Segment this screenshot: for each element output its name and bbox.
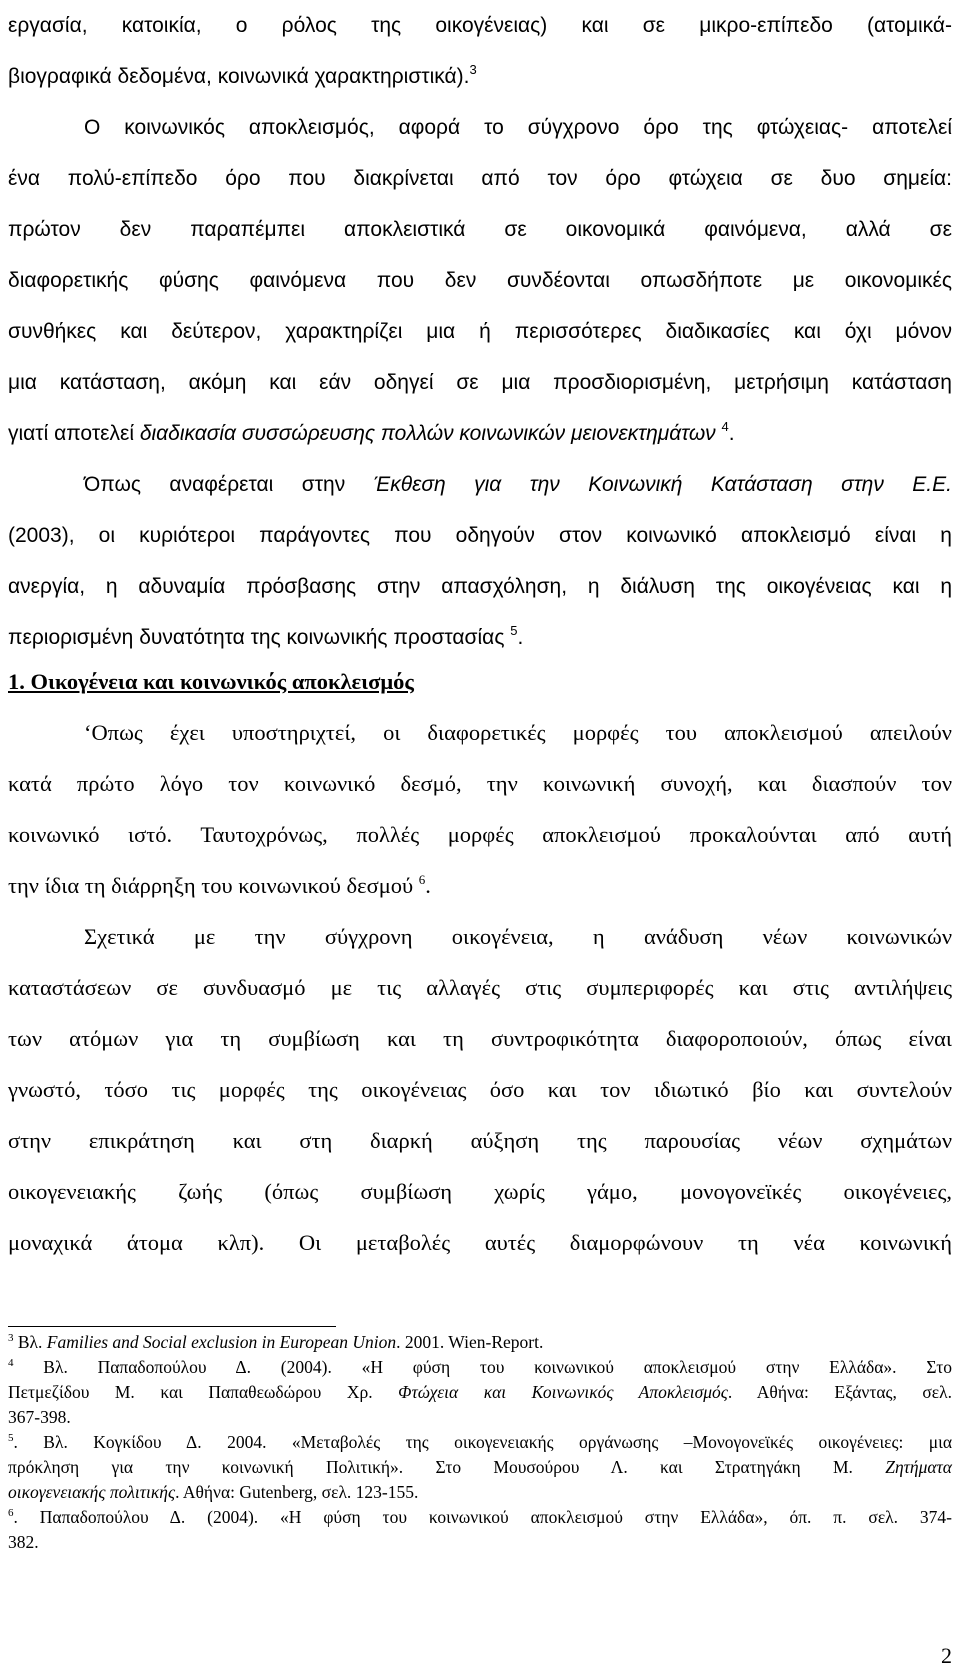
italic-term: διαδικασία συσσώρευσης πολλών κοινωνικών μειονεκτημάτων [139,422,716,445]
text-run: . [728,422,735,445]
footnote-4 [8,1355,952,1430]
footnote-line [8,1355,952,1380]
text-run: την ίδια τη διάρρηξη του κοινωνικού δεσμού [8,873,414,898]
text-line: ‘Οπως έχει υποστηριχτεί, οι διαφορετικές μορφές του αποκλεισμού απειλούν [84,720,952,745]
text-line: κατά πρώτο λόγο τον κοινωνικό δεσμό, την κοινωνική συνοχή, και διασπούν τον [8,771,952,796]
text-line: καταστάσεων σε συνδυασμό με τις αλλαγές στις συμπεριφορές και στις αντιλήψεις [8,975,952,1000]
text-line: εργασία, κατοικία, ο ρόλος της οικογένειας) και σε μικρο-επίπεδο (ατομικά- [8,14,952,37]
text-line [8,51,952,102]
paragraph-5 [8,911,952,1268]
page-number: 2 [941,1643,952,1668]
body-text-upper [8,0,952,663]
paragraph-3 [8,459,952,663]
text-line [8,408,952,459]
footnote-6 [8,1505,952,1555]
footnote-5 [8,1430,952,1505]
text-run: Όπως αναφέρεται στην [84,473,374,496]
text-line: μοναχικά άτομα κλπ). Οι μεταβολές αυτές διαμορφώνουν τη νέα κοινωνική [8,1230,952,1255]
footnote-ref: 5 [510,623,518,638]
footnote-number: 5 [8,1432,14,1444]
footnote-separator [8,1326,336,1327]
text-line: πρώτον δεν παραπέμπει αποκλειστικά σε οικονομικά φαινόμενα, αλλά σε [8,218,952,241]
text-run: περιορισμένη δυνατότητα της κοινωνικής προστασίας [8,626,505,649]
italic-title: Φτώχεια και Κοινωνικός Αποκλεισμός [398,1382,728,1402]
italic-title: Families and Social exclusion in European Union [46,1332,397,1352]
footnote-line [8,1480,952,1505]
text-line [8,860,952,911]
footnote-number: 4 [8,1357,14,1369]
footnote-line [8,1505,952,1530]
text-run: γιατί αποτελεί [8,422,140,445]
text-run: . [517,626,524,649]
text-line: ένα πολύ-επίπεδο όρο που διακρίνεται από τον όρο φτώχεια σε δυο σημεία: [8,167,952,190]
text-line: μια κατάσταση, ακόμη και εάν οδηγεί σε μια προσδιορισμένη, μετρήσιμη κατάσταση [8,371,952,394]
text-line: συνθήκες και δεύτερον, χαρακτηρίζει μια ή περισσότερες διαδικασίες και όχι μόνον [8,320,952,343]
text-run: . 2001. Wien-Report. [396,1332,544,1352]
text-run: Πετμεζίδου Μ. και Παπαθεωδώρου Χρ. [8,1382,399,1402]
text-run: βιογραφικά δεδομένα, κοινωνικά χαρακτηριστικά). [8,65,470,88]
text-line: γνωστό, τόσο τις μορφές της οικογένειας όσο και τον ιδιωτικό βίο και συντελούν [8,1077,952,1102]
footnote-line [8,1380,952,1405]
paragraph-4 [8,707,952,911]
text-line: οικογενειακής ζωής (όπως συμβίωση χωρίς γάμο, μονογονεϊκές οικογένειες, [8,1179,952,1204]
text-run: . Αθήνα: Εξάντας, σελ. [727,1382,953,1402]
text-line: Ο κοινωνικός αποκλεισμός, αφορά το σύγχρονο όρο της φτώχειας- αποτελεί [84,116,952,139]
text-run: . Παπαδοπούλου Δ. (2004). «Η φύση του κοινωνικού αποκλεισμού στην Ελλάδα», όπ. π. σελ. 374- [13,1507,952,1527]
text-run: . [425,873,431,898]
paragraph-1 [8,0,952,102]
footnotes [8,1330,952,1555]
text-run: Βλ. Παπαδοπούλου Δ. (2004). «Η φύση του κοινωνικού αποκλεισμού στην Ελλάδα». Στο [13,1357,952,1377]
italic-title: Ζητήματα [885,1457,952,1477]
section-heading: 1. Οικογένεια και κοινωνικός αποκλεισμός [8,669,414,694]
paragraph-2 [8,102,952,459]
text-run: . Αθήνα: Gutenberg, σελ. 123-155. [175,1482,419,1502]
footnote-ref: 3 [469,62,477,77]
text-line: (2003), οι κυριότεροι παράγοντες που οδηγούν στον κοινωνικό αποκλεισμό είναι η [8,524,952,547]
text-line: διαφορετικής φύσης φαινόμενα που δεν συνδέονται οπωσδήποτε με οικονομικές [8,269,952,292]
text-line: Σχετικά με την σύγχρονη οικογένεια, η ανάδυση νέων κοινωνικών [84,924,952,949]
footnote-number: 3 [8,1332,14,1344]
footnote-line: 367-398. [8,1407,71,1427]
footnote-line [8,1430,952,1455]
italic-title: Έκθεση για την Κοινωνική Κατάσταση στην Ε.Ε. [373,473,952,496]
footnote-ref: 6 [418,872,426,887]
body-text-lower [8,656,952,1268]
text-line: των ατόμων για τη συμβίωση και τη συντροφικότητα διαφοροποιούν, όπως είναι [8,1026,952,1051]
footnote-3 [8,1330,952,1355]
footnote-ref: 4 [721,419,729,434]
footnote-line [8,1455,952,1480]
text-run: . Βλ. Κογκίδου Δ. 2004. «Μεταβολές της οικογενειακής οργάνωσης –Μονογονεϊκές οικογένειες: μια [13,1432,952,1452]
text-run: Βλ. [13,1332,47,1352]
text-line: ανεργία, η αδυναμία πρόσβασης στην απασχόληση, η διάλυση της οικογένειας και η [8,575,952,598]
footnote-line [8,1330,952,1355]
footnote-number: 6 [8,1507,14,1519]
text-line: κοινωνικό ιστό. Ταυτοχρόνως, πολλές μορφές αποκλεισμού προκαλούνται από αυτή [8,822,952,847]
text-run: πρόκληση για την κοινωνική Πολιτική». Στο Μουσούρου Λ. και Στρατηγάκη Μ. [8,1457,886,1477]
text-line: στην επικράτηση και στη διαρκή αύξηση της παρουσίας νέων σχημάτων [8,1128,952,1153]
footnote-line: 382. [8,1532,39,1552]
text-line [8,459,952,510]
italic-title: οικογενειακής πολιτικής [8,1482,176,1502]
